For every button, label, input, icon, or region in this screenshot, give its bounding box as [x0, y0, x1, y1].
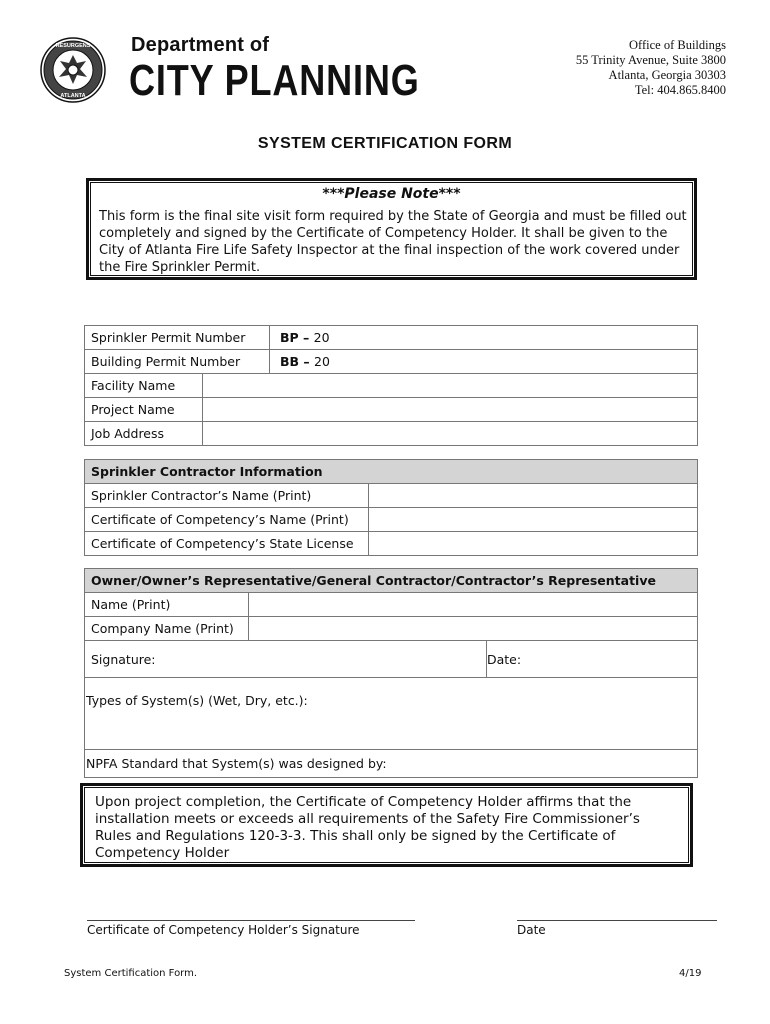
holder-date-label: Date: [517, 923, 546, 937]
facility-name-label: Facility Name: [85, 374, 203, 398]
coc-name-label: Certificate of Competency’s Name (Print): [85, 508, 369, 532]
contractor-section-heading: Sprinkler Contractor Information: [85, 460, 698, 484]
facility-name-field[interactable]: [203, 374, 698, 398]
seal-text-top: RESURGENS: [55, 43, 91, 49]
system-types-label: Types of System(s) (Wet, Dry, etc.):: [86, 693, 308, 708]
owner-signature-field[interactable]: [85, 641, 487, 678]
npfa-standard-field[interactable]: [85, 750, 698, 778]
npfa-standard-label: NPFA Standard that System(s) was designed by:: [86, 756, 387, 771]
system-types-field[interactable]: [85, 678, 698, 750]
holder-date-line[interactable]: [517, 920, 717, 921]
affirmation-text: Upon project completion, the Certificate of Competency Holder affirms that the installation meets or exceeds all requirements of the Safety Fire Commissioner’s Rules and Regulations 120-3-3. This shall only be signed by the Certificate of Competency Holder: [95, 794, 640, 861]
office-name: Office of Buildings: [629, 38, 726, 52]
footer-form-name: System Certification Form.: [64, 968, 198, 979]
coc-license-field[interactable]: [369, 532, 698, 556]
company-name-label: Company Name (Print): [85, 617, 249, 641]
sprinkler-permit-value: 20: [313, 330, 330, 345]
sprinkler-permit-field[interactable]: [270, 326, 698, 350]
owner-section-heading: Owner/Owner’s Representative/General Contractor/Contractor’s Representative: [85, 569, 698, 593]
holder-signature-label: Certificate of Competency Holder’s Signature: [87, 923, 360, 937]
building-permit-prefix: BB –: [280, 354, 315, 369]
holder-signature-line[interactable]: [87, 920, 415, 921]
coc-name-field[interactable]: [369, 508, 698, 532]
owner-table: [84, 568, 698, 778]
owner-date-label: Date:: [487, 651, 522, 667]
project-name-label: Project Name: [85, 398, 203, 422]
owner-name-label: Name (Print): [85, 593, 249, 617]
permit-table: [84, 325, 698, 446]
signature-label: Signature:: [91, 651, 156, 667]
affirmation-box: [80, 783, 693, 867]
department-heading: Department of: [131, 34, 270, 56]
footer-revision: 4/19: [679, 968, 702, 979]
sprinkler-permit-label: Sprinkler Permit Number: [85, 326, 270, 350]
job-address-field[interactable]: [203, 422, 698, 446]
coc-license-label: Certificate of Competency’s State License: [85, 532, 369, 556]
contractor-name-label: Sprinkler Contractor’s Name (Print): [85, 484, 369, 508]
department-name: CITY PLANNING: [129, 56, 420, 105]
company-name-field[interactable]: [249, 617, 698, 641]
building-permit-value: 20: [314, 354, 330, 369]
city-seal-logo: [40, 37, 106, 103]
seal-text-bottom: ATLANTA: [60, 93, 86, 99]
owner-name-field[interactable]: [249, 593, 698, 617]
office-street: 55 Trinity Avenue, Suite 3800: [575, 53, 726, 67]
project-name-field[interactable]: [203, 398, 698, 422]
contractor-table: [84, 459, 698, 556]
office-phone: Tel: 404.865.8400: [634, 83, 726, 97]
owner-date-field[interactable]: [487, 641, 698, 678]
building-permit-label: Building Permit Number: [85, 350, 270, 374]
office-city: Atlanta, Georgia 30303: [608, 68, 726, 82]
building-permit-field[interactable]: [270, 350, 698, 374]
note-heading: ***Please Note***: [322, 186, 461, 202]
office-address: [576, 38, 726, 98]
form-title: SYSTEM CERTIFICATION FORM: [257, 135, 513, 152]
contractor-name-field[interactable]: [369, 484, 698, 508]
note-box: [86, 178, 697, 280]
sprinkler-permit-prefix: BP –: [280, 330, 314, 345]
note-text: This form is the final site visit form required by the State of Georgia and must be filled out completely and signed by the Certificate of Competency Holder. It shall be given to the City of Atlanta Fire Life Safety Inspector at the final inspection of the work covered under the Fire Sprinkler Permit.: [99, 209, 687, 275]
job-address-label: Job Address: [85, 422, 203, 446]
